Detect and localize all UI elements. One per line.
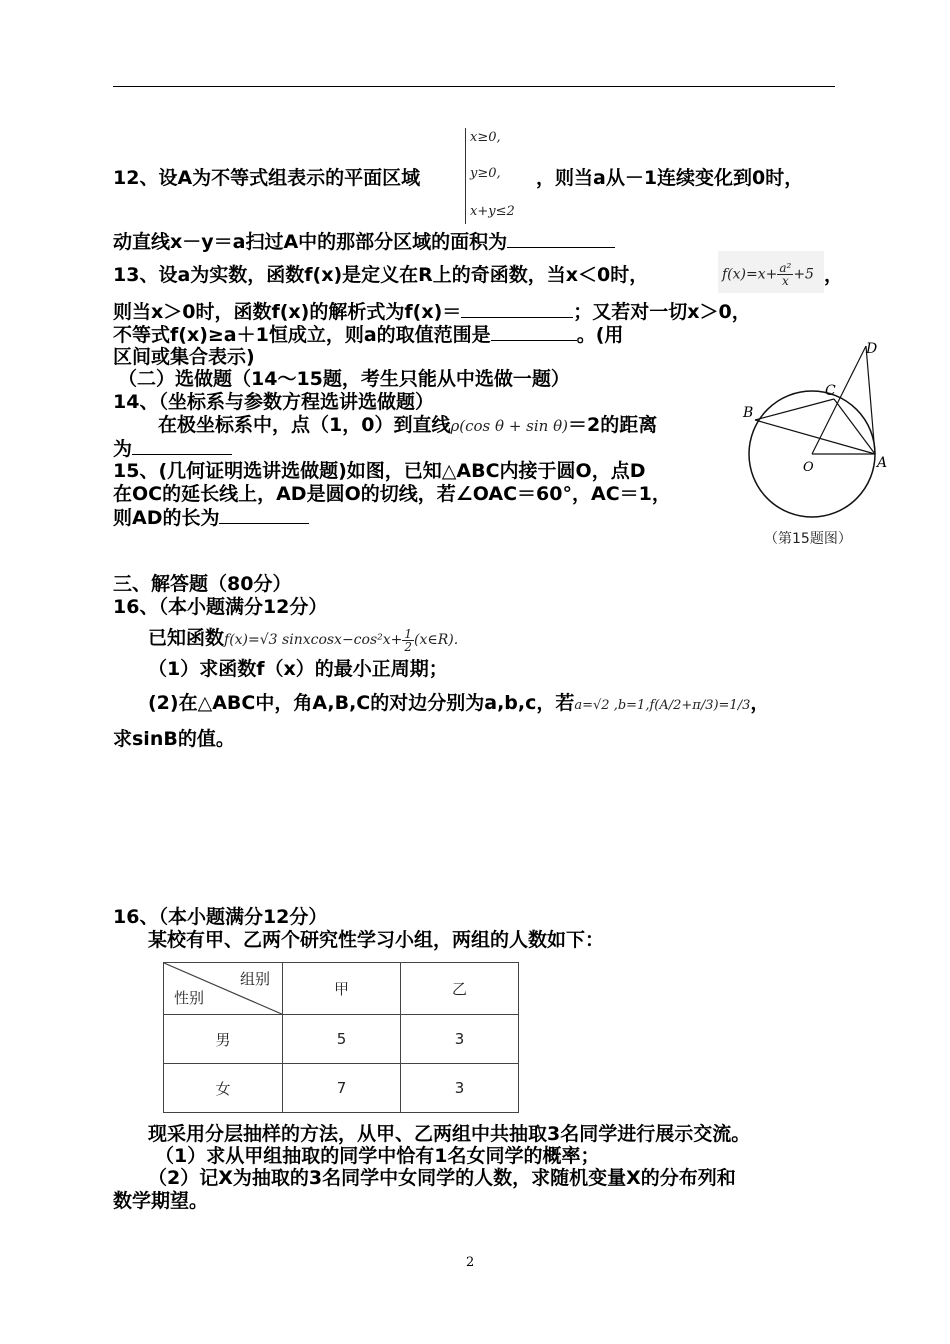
q16b-part2 [148, 1166, 736, 1190]
q12-line2-text: 动直线x－y＝a扫过A中的那部分区域的面积为 [113, 231, 508, 253]
q16b-part2-line2-text: 数学期望。 [113, 1190, 209, 1212]
label-o: O [803, 460, 814, 475]
q12-line2 [113, 229, 615, 254]
corner-bottom-label: 性别 [174, 989, 205, 1007]
section3-text: 三、解答题（80分） [113, 573, 292, 595]
q12-tail: ，则当a从－1连续变化到0时， [536, 167, 804, 189]
q16a-formula-den: 2 [404, 639, 413, 654]
segment-ad [866, 346, 875, 454]
q13-formula-den: x [781, 274, 789, 288]
q15-line3 [113, 505, 309, 530]
cell-male-yi: 3 [400, 1015, 518, 1064]
q16b-title-text: 16、（本小题满分12分） [113, 906, 328, 928]
q16a-formula [224, 626, 459, 654]
q13-line3 [113, 322, 623, 347]
q15-line2-text: 在OC的延长线上，AD是圆O的切线，若∠OAC＝60°，AC＝1， [113, 483, 671, 505]
q16a-part1 [148, 657, 448, 681]
q14-line3 [113, 436, 232, 461]
header-rule [113, 86, 835, 87]
q13-formula-box [718, 251, 824, 293]
q16b-title [113, 905, 327, 929]
q13-line3a: 不等式f(x)≥a＋1恒成立，则a的取值范围是 [113, 324, 491, 346]
q13-formula-b: +5 [793, 266, 814, 283]
q16a-title [113, 595, 327, 619]
q13-line4 [113, 345, 255, 369]
col-header-yi: 乙 [400, 963, 518, 1015]
q16b-intro [148, 928, 604, 952]
q13-formula [722, 262, 814, 287]
q16a-part1-text: （1）求函数f（x）的最小正周期； [148, 658, 448, 680]
table-row [164, 1064, 519, 1113]
q12-sys2: y≥0, [470, 166, 501, 181]
q13-line2 [113, 299, 751, 324]
q14-line3-text: 为 [113, 438, 133, 460]
q13-blank2 [491, 322, 577, 341]
q16b-part1-text: （1）求从甲组抽取的同学中恰有1名女同学的概率； [155, 1145, 600, 1167]
q15-line1-text: 15、(几何证明选讲选做题)如图，已知△ABC内接于圆O，点D [113, 460, 646, 482]
q13-line4-text: 区间或集合表示) [113, 346, 255, 368]
segment-od [812, 346, 866, 454]
q16a-formula-b: (x∈R). [414, 632, 459, 648]
q16a-part2-line2-text: 求sinB的值。 [113, 728, 235, 750]
cell-female-jia: 7 [282, 1064, 400, 1113]
q14-formula: ρ(cos θ + sin θ) [450, 417, 568, 435]
label-c: C [825, 383, 836, 399]
figure-caption: （第15题图） [764, 531, 852, 547]
q16a-title-text: 16、（本小题满分12分） [113, 596, 328, 618]
q13-line3b: 。(用 [576, 324, 624, 346]
q13-formula-num: a² [779, 261, 792, 275]
section2-heading [118, 367, 570, 391]
q15-geometry-figure [735, 335, 895, 525]
q16a-part2-formula: a=√2 ,b=1,f(A/2+π/3)=1/3 [574, 698, 751, 713]
q14-tail: ＝2的距离 [567, 414, 658, 436]
q13-formula-a: f(x)=x+ [722, 266, 778, 283]
label-b: B [743, 405, 754, 421]
q16a-part2-lead: (2)在△ABC中，角A,B,C的对边分别为a,b,c，若 [148, 692, 575, 714]
q12-lead: 12、设A为不等式组表示的平面区域 [113, 167, 421, 189]
q13-line1 [113, 263, 648, 287]
q12-line1 [113, 166, 420, 190]
q13-lead: 13、设a为实数，函数f(x)是定义在R上的奇函数，当x＜0时， [113, 264, 649, 286]
section2-text: （二）选做题（14～15题，考生只能从中选做一题） [118, 368, 570, 390]
q15-line1 [113, 459, 645, 483]
q16b-part1 [155, 1144, 599, 1168]
q12-answer-blank [507, 229, 615, 248]
cell-female-yi: 3 [400, 1064, 518, 1113]
table-header-row [164, 963, 519, 1015]
q12-sys1: x≥0, [470, 130, 501, 145]
cell-male-jia: 5 [282, 1015, 400, 1064]
q14-line2 [158, 413, 657, 438]
q14-title [113, 390, 434, 414]
q14-blank [132, 436, 232, 455]
q15-blank [219, 505, 309, 524]
q13-line2a: 则当x＞0时，函数f(x)的解析式为f(x)＝ [113, 301, 462, 323]
q16a-part2-line2 [113, 727, 235, 751]
q16a-function-line [148, 626, 458, 653]
label-a: A [877, 455, 888, 471]
q14-title-text: 14、（坐标系与参数方程选讲选做题） [113, 391, 434, 413]
q16b-line1 [148, 1122, 750, 1146]
row-label-male: 男 [164, 1015, 283, 1064]
group-table [163, 962, 519, 1113]
q16a-lead: 已知函数 [148, 627, 225, 649]
q14-lead: 在极坐标系中，点（1，0）到直线 [158, 414, 451, 436]
corner-top-label: 组别 [239, 970, 270, 988]
q16b-line1-text: 现采用分层抽样的方法，从甲、乙两组中共抽取3名同学进行展示交流。 [148, 1123, 751, 1145]
q16a-part2-tail: ， [750, 692, 770, 714]
table-row [164, 1015, 519, 1064]
q13-line2b: ；又若对一切x＞0， [573, 301, 751, 323]
q12-line1-tail [536, 166, 803, 190]
page-number: 2 [466, 1255, 475, 1270]
col-header-jia: 甲 [282, 963, 400, 1015]
q15-line2 [113, 482, 671, 506]
q12-sys3: x+y≤2 [470, 204, 515, 219]
q16b-part2-line2 [113, 1189, 208, 1213]
q12-inequality-system [465, 128, 536, 224]
q13-tail: ， [824, 264, 844, 286]
q16a-formula-a: f(x)=√3 sinxcosx−cos²x+ [224, 632, 403, 648]
section3-heading [113, 572, 291, 596]
q16a-formula-num: 1 [404, 626, 413, 641]
label-d: D [866, 341, 878, 357]
row-label-female: 女 [164, 1064, 283, 1113]
q16b-part2-text: （2）记X为抽取的3名同学中女同学的人数，求随机变量X的分布列和 [148, 1167, 736, 1189]
q13-line1-tail [824, 263, 843, 287]
q13-blank1 [461, 299, 573, 318]
q15-line3-text: 则AD的长为 [113, 507, 220, 529]
q16a-part2 [148, 691, 769, 718]
q16b-intro-text: 某校有甲、乙两个研究性学习小组，两组的人数如下： [148, 929, 605, 951]
table-corner-cell [164, 963, 283, 1015]
